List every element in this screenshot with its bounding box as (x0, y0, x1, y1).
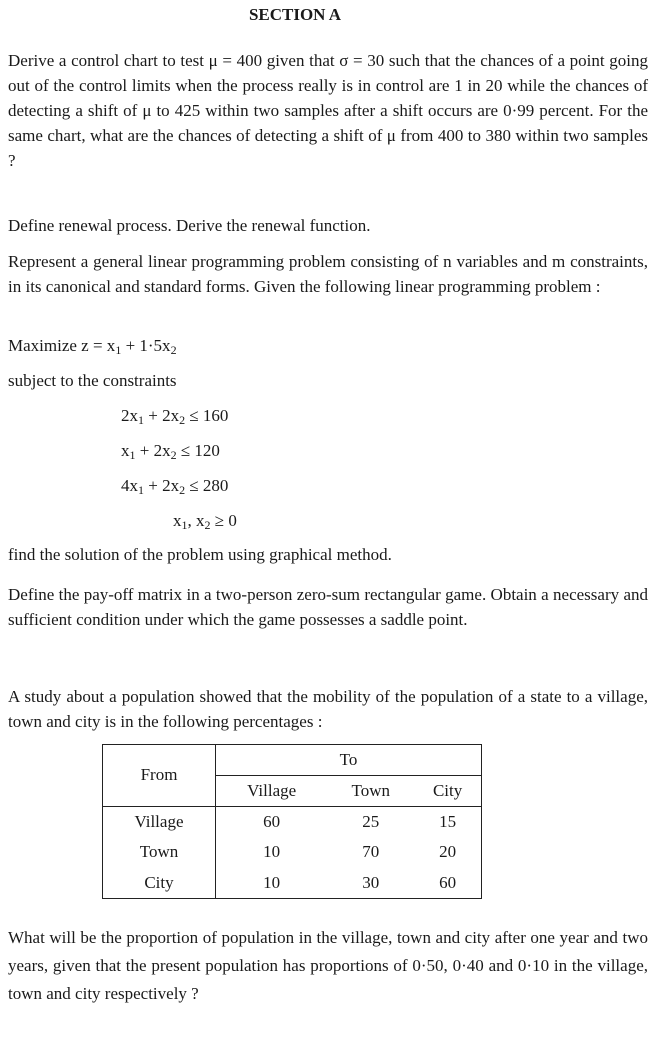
table-row (103, 868, 482, 899)
table-row (103, 838, 482, 868)
row-label: Town (103, 838, 216, 868)
column-header: Town (327, 776, 414, 807)
table-cell: 20 (439, 842, 457, 862)
column-header: City (414, 776, 481, 807)
table-cell: 10 (263, 842, 281, 862)
table-to-header: To (216, 745, 482, 776)
table-from-header: From (103, 745, 216, 807)
table-cell: 60 (439, 872, 457, 892)
question-control-chart: Derive a control chart to test μ = 400 given that σ = 30 such that the chances of a point going out of the control limits when the process really is in control are 1 in 20 while the chances of detecting a shift of μ to 425 within two samples after a shift occurs are 0·99 percent. For the same chart, what are the chances of detecting a shift of μ from 400 to 380 within two samples ? (8, 51, 648, 170)
row-label: Village (103, 807, 216, 838)
table-cell: 25 (362, 812, 380, 832)
lpp-objective: Maximize $z = x_1 + 1\cdot 5x_2$ (8, 336, 177, 357)
row-label: City (103, 868, 216, 899)
lpp-nonnegativity: $x_1$, $x_2 \ge 0$ (173, 511, 237, 532)
question-mobility-closing: What will be the proportion of population in the village, town and city after one year and two years, given that the present population has proportions of 0·50, 0·40 and 0·10 in the village, town and city respectively ? (8, 928, 648, 1003)
lpp-closing: find the solution of the problem using graphical method. (8, 545, 392, 564)
table-cell: 30 (362, 872, 380, 892)
column-header: Village (216, 776, 328, 807)
table-row (103, 807, 482, 838)
lpp-constraint-2: $x_1 + 2x_2 \le 120$ (121, 441, 220, 462)
table-cell: 70 (362, 842, 380, 862)
question-renewal-process: Define renewal process. Derive the renewal function. (8, 216, 371, 235)
section-heading: SECTION A (248, 5, 342, 24)
table-cell: 60 (263, 812, 281, 832)
lpp-constraint-1: $2x_1 + 2x_2 \le 160$ (121, 406, 229, 427)
question-payoff-matrix: Define the pay-off matrix in a two-person zero-sum rectangular game. Obtain a necessary and sufficient condition under which the game possesses a saddle point. (8, 585, 648, 629)
question-mobility-intro: A study about a population showed that the mobility of the population of a state to a village, town and city is in the following percentages : (8, 687, 648, 731)
table-cell: 10 (263, 872, 281, 892)
lpp-subject-to: subject to the constraints (8, 371, 177, 390)
table-cell: 15 (439, 812, 457, 832)
question-lpp-intro: Represent a general linear programming problem consisting of n variables and m constraints, in its canonical and standard forms. Given the following linear programming problem : (8, 252, 648, 296)
lpp-constraint-3: $4x_1 + 2x_2 \le 280$ (121, 476, 229, 497)
mobility-table (102, 744, 482, 899)
